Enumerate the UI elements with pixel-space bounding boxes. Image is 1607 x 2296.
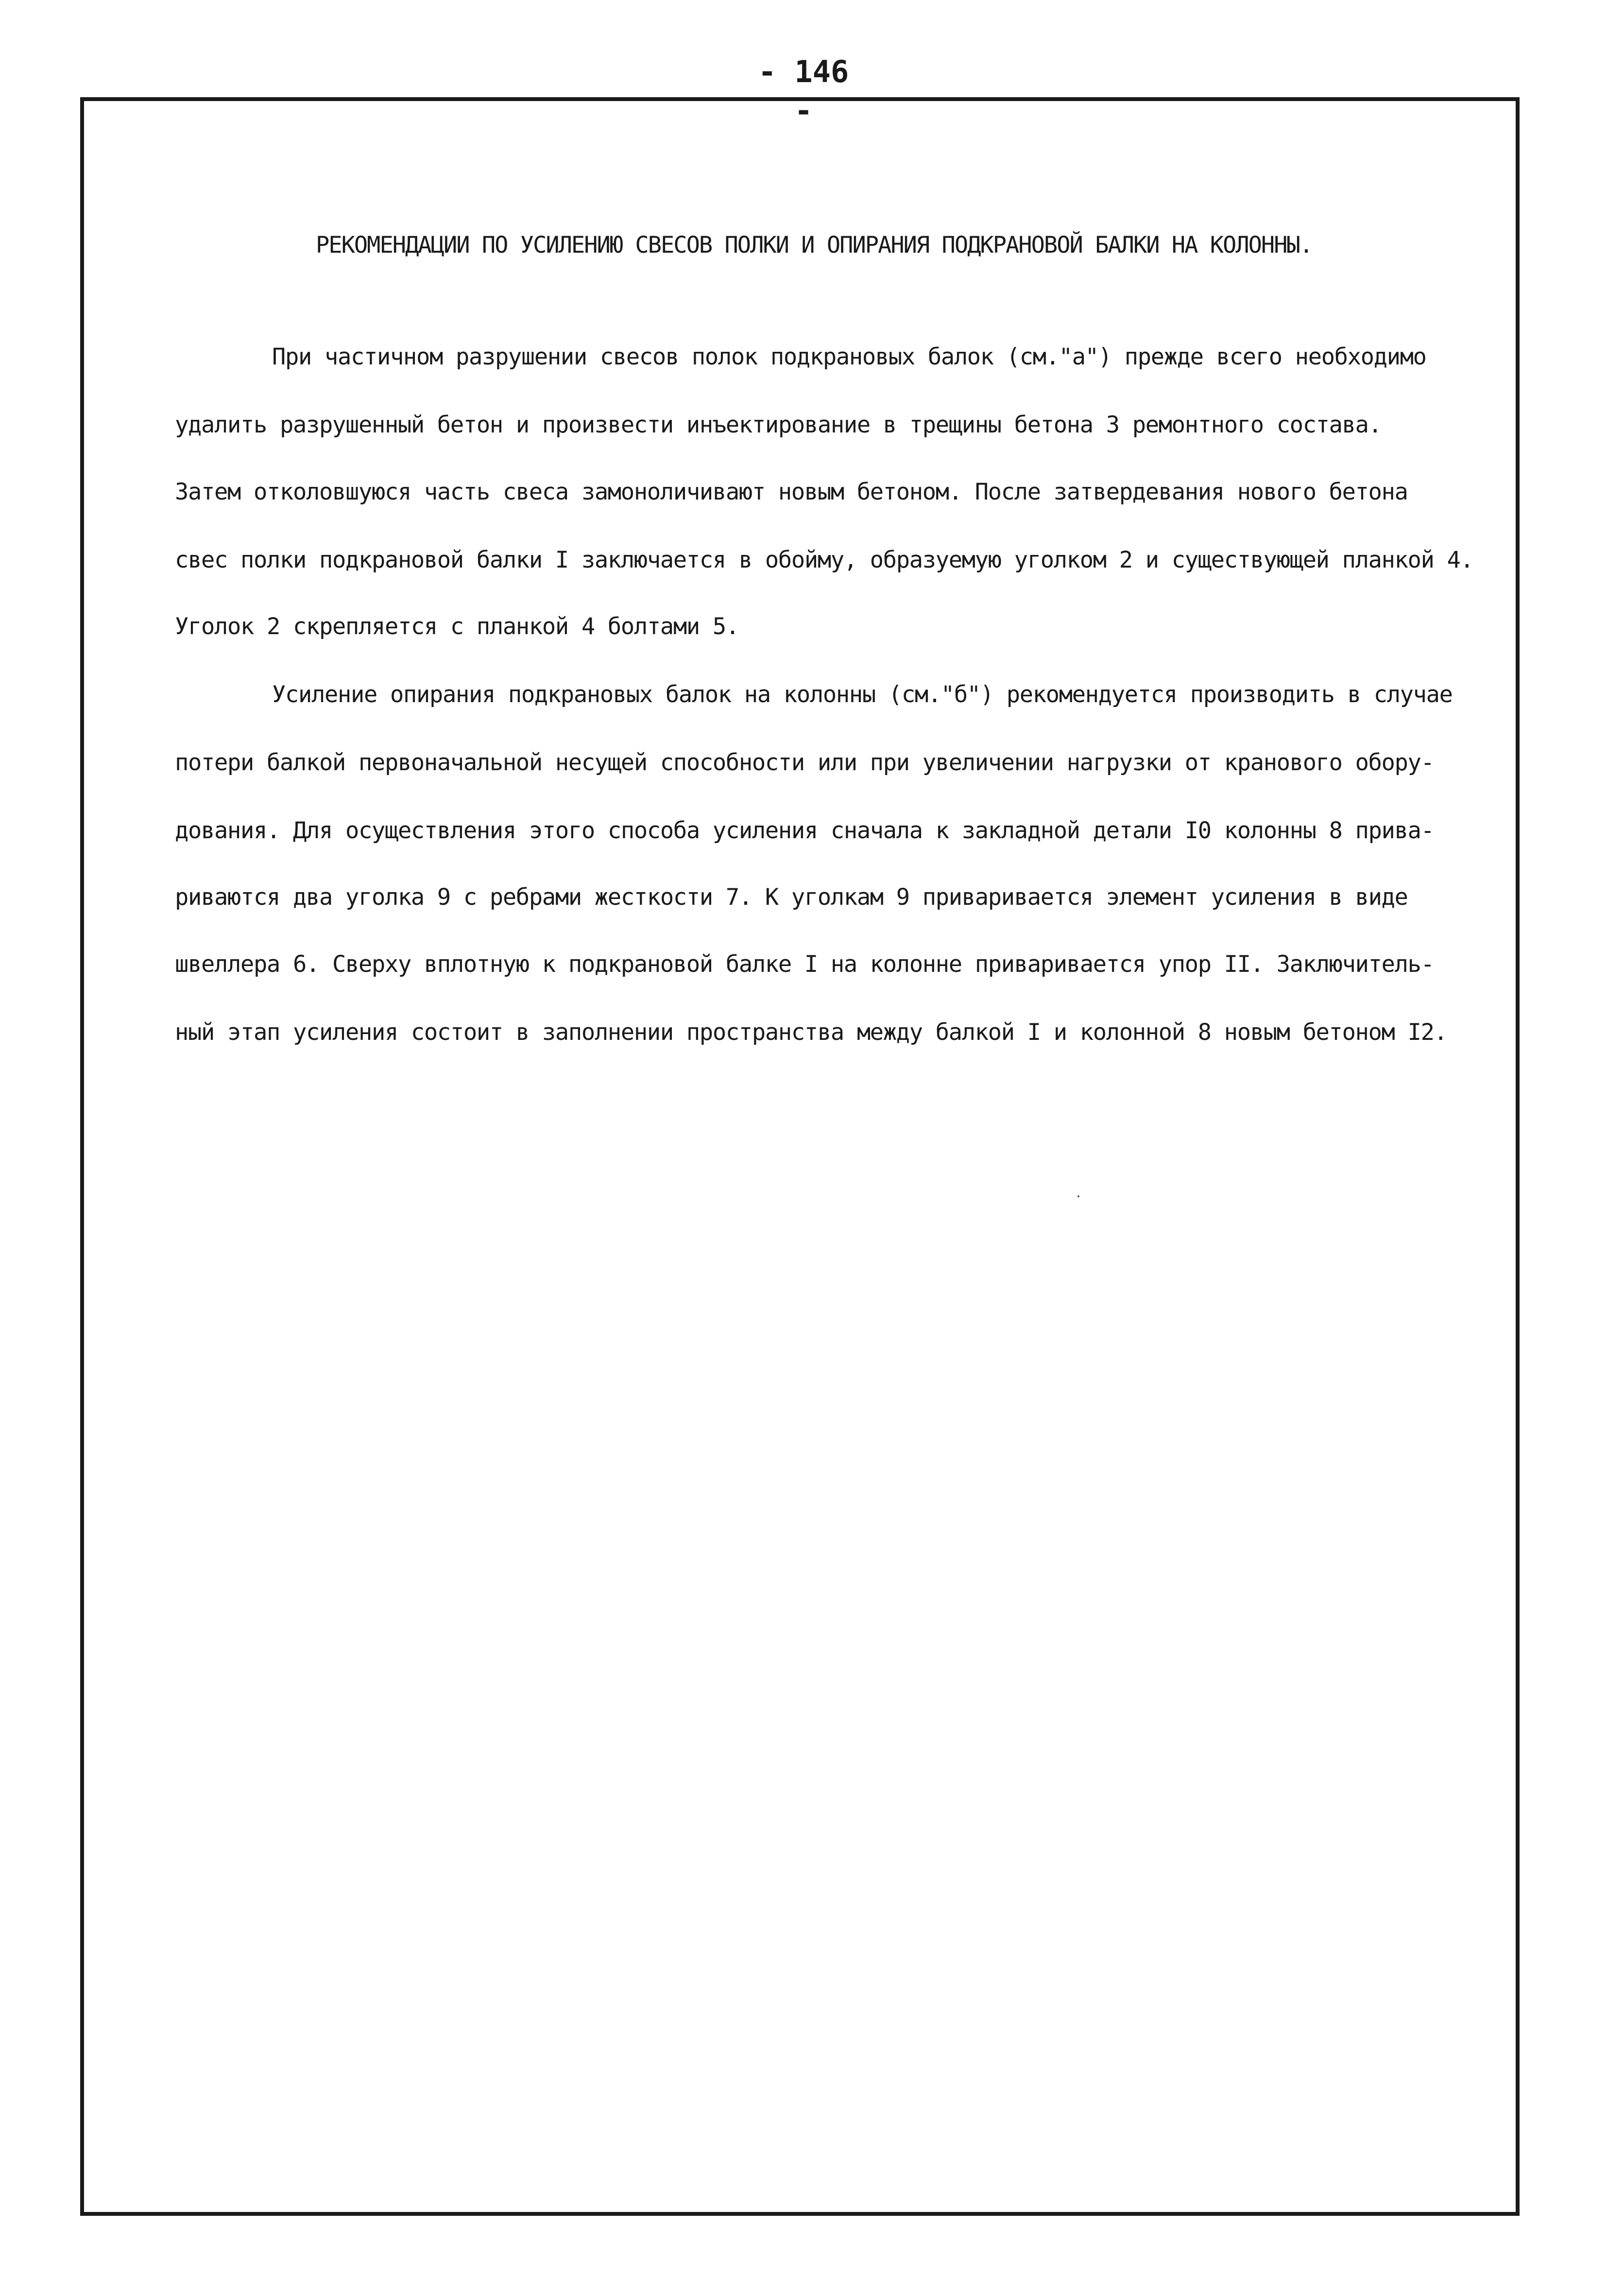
paragraph-line: Усиление опирания подкрановых балок на колонны (см."б") рекомендуется производить в случае [272, 681, 1453, 708]
page-number: - 146 - [758, 54, 849, 128]
paragraph-line: При частичном разрушении свесов полок подкрановых балок (см."а") прежде всего необходимо [272, 344, 1426, 370]
paragraph-line: потери балкой первоначальной несущей способности или при увеличении нагрузки от кранового обору- [175, 749, 1434, 776]
paragraph-line: свес полки подкрановой балки I заключается в обойму, образуемую уголком 2 и существующей планкой 4. [175, 547, 1473, 573]
paragraph-line: ный этап усиления состоит в заполнении пространства между балкой I и колонной 8 новым бетоном I2. [175, 1019, 1447, 1046]
section-heading: РЕКОМЕНДАЦИИ ПО УСИЛЕНИЮ СВЕСОВ ПОЛКИ И ОПИРАНИЯ ПОДКРАНОВОЙ БАЛКИ НА КОЛОННЫ. [316, 232, 1313, 259]
paragraph-line: Уголок 2 скрепляется с планкой 4 болтами 5. [175, 613, 739, 640]
paragraph-line: швеллера 6. Сверху вплотную к подкрановой балке I на колонне приваривается упор II. Заключитель- [175, 951, 1434, 978]
paragraph-line: риваются два уголка 9 с ребрами жесткости 7. К уголкам 9 приваривается элемент усиления в виде [175, 884, 1408, 911]
paragraph-line: дования. Для осуществления этого способа усиления сначала к закладной детали I0 колонны 8 прива- [175, 817, 1434, 844]
paragraph-line: удалить разрушенный бетон и произвести инъектирование в трещины бетона 3 ремонтного состава. [175, 412, 1382, 438]
scan-speck [1077, 1195, 1079, 1197]
paragraph-line: Затем отколовшуюся часть свеса замоноличивают новым бетоном. После затвердевания нового бетона [175, 479, 1408, 505]
